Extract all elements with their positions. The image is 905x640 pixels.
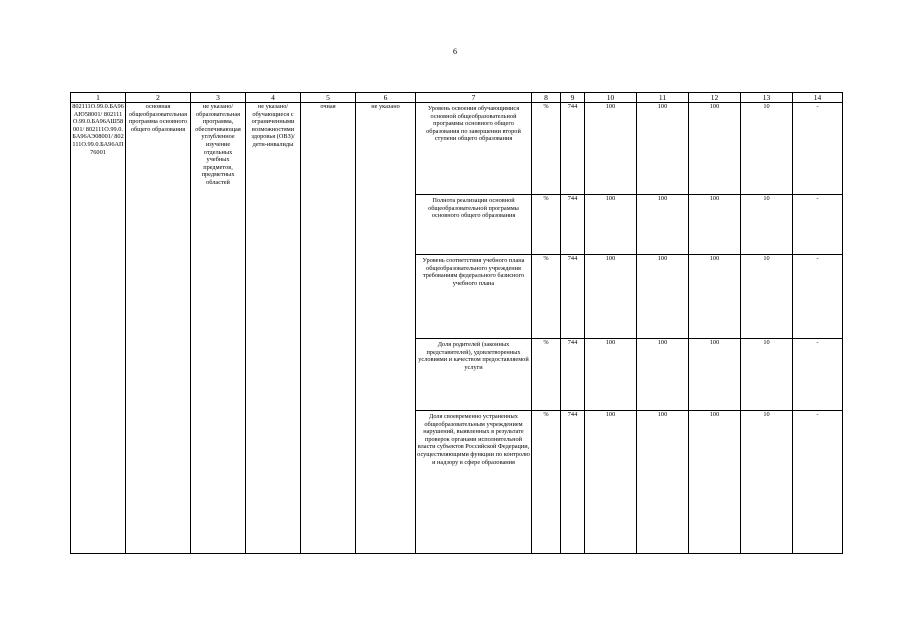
indicator-deviation-percent: 10 bbox=[741, 255, 793, 339]
indicator-value-2: 100 bbox=[637, 195, 689, 255]
indicator-value-3: 100 bbox=[689, 195, 741, 255]
indicator-unit: % bbox=[532, 255, 561, 339]
indicator-value-3: 100 bbox=[689, 411, 741, 554]
indicator-value-2: 100 bbox=[637, 411, 689, 554]
content-cell-3: не указано/ обучающиеся с ограниченными возможностями здоровья (ОВЗ)/ дети-инвалиды bbox=[246, 103, 301, 554]
indicator-deviation-absolute: - bbox=[793, 411, 843, 554]
indicator-name: Полнота реализации основной общеобразовательной программы основного общего образования bbox=[416, 195, 532, 255]
indicator-name: Доля родителей (законных представителей), удовлетворенных условиями и качеством предоставляемой услуги bbox=[416, 339, 532, 411]
column-number: 5 bbox=[301, 93, 356, 103]
indicator-value-1: 100 bbox=[585, 411, 637, 554]
column-number: 1 bbox=[71, 93, 126, 103]
registry-code-cell: 802111О.99.0.БА96АЮ58001/ 802111О.99.0.БА96АШ58001/ 802111О.99.0.БА96АЭ08001/ 802111О.99.0.БА96АП76001 bbox=[71, 103, 126, 554]
condition-cell-2: не указано bbox=[356, 103, 416, 554]
content-cell-2: не указано/ образовательная программа, обеспечивающая углубленное изучение отдельных учебных предметов, предметных областей bbox=[191, 103, 246, 554]
indicator-unit: % bbox=[532, 339, 561, 411]
column-number: 3 bbox=[191, 93, 246, 103]
indicator-name: Доля своевременно устраненных общеобразовательным учреждением нарушений, выявленных в результате проверок органами исполнительной власти субъектов Российской Федерации, осуществляющими функции по контролю и надзору в сфере образования bbox=[416, 411, 532, 554]
column-number-row bbox=[71, 93, 843, 103]
column-number: 7 bbox=[416, 93, 532, 103]
column-number: 4 bbox=[246, 93, 301, 103]
indicator-deviation-percent: 10 bbox=[741, 103, 793, 195]
indicator-deviation-absolute: - bbox=[793, 339, 843, 411]
indicator-deviation-absolute: - bbox=[793, 103, 843, 195]
indicator-value-3: 100 bbox=[689, 255, 741, 339]
indicator-value-1: 100 bbox=[585, 339, 637, 411]
column-number: 13 bbox=[741, 93, 793, 103]
indicator-value-3: 100 bbox=[689, 339, 741, 411]
condition-cell-1: очная bbox=[301, 103, 356, 554]
indicator-deviation-absolute: - bbox=[793, 195, 843, 255]
indicator-name: Уровень освоения обучающимися основной общеобразовательной программы основного общего образования по завершении второй ступени общего образования bbox=[416, 103, 532, 195]
column-number: 11 bbox=[637, 93, 689, 103]
indicator-value-2: 100 bbox=[637, 339, 689, 411]
service-quality-table bbox=[70, 92, 843, 554]
indicator-value-1: 100 bbox=[585, 255, 637, 339]
column-number: 2 bbox=[126, 93, 191, 103]
indicator-deviation-percent: 10 bbox=[741, 411, 793, 554]
indicator-okei: 744 bbox=[561, 255, 585, 339]
indicator-okei: 744 bbox=[561, 103, 585, 195]
indicator-unit: % bbox=[532, 103, 561, 195]
indicator-value-1: 100 bbox=[585, 195, 637, 255]
column-number: 14 bbox=[793, 93, 843, 103]
indicator-okei: 744 bbox=[561, 411, 585, 554]
indicator-value-1: 100 bbox=[585, 103, 637, 195]
indicator-name: Уровень соответствия учебного плана общеобразовательного учреждения требованиям федерального базисного учебного плана bbox=[416, 255, 532, 339]
column-number: 9 bbox=[561, 93, 585, 103]
column-number: 10 bbox=[585, 93, 637, 103]
indicator-value-3: 100 bbox=[689, 103, 741, 195]
indicator-unit: % bbox=[532, 411, 561, 554]
indicator-value-2: 100 bbox=[637, 255, 689, 339]
indicator-deviation-percent: 10 bbox=[741, 339, 793, 411]
column-number: 6 bbox=[356, 93, 416, 103]
indicator-okei: 744 bbox=[561, 339, 585, 411]
indicator-deviation-absolute: - bbox=[793, 255, 843, 339]
indicator-value-2: 100 bbox=[637, 103, 689, 195]
content-cell-1: основная общеобразовательная программа основного общего образования bbox=[126, 103, 191, 554]
column-number: 12 bbox=[689, 93, 741, 103]
indicator-unit: % bbox=[532, 195, 561, 255]
column-number: 8 bbox=[532, 93, 561, 103]
page-number: 6 bbox=[453, 47, 457, 56]
table-row bbox=[71, 103, 843, 195]
indicator-okei: 744 bbox=[561, 195, 585, 255]
indicator-deviation-percent: 10 bbox=[741, 195, 793, 255]
